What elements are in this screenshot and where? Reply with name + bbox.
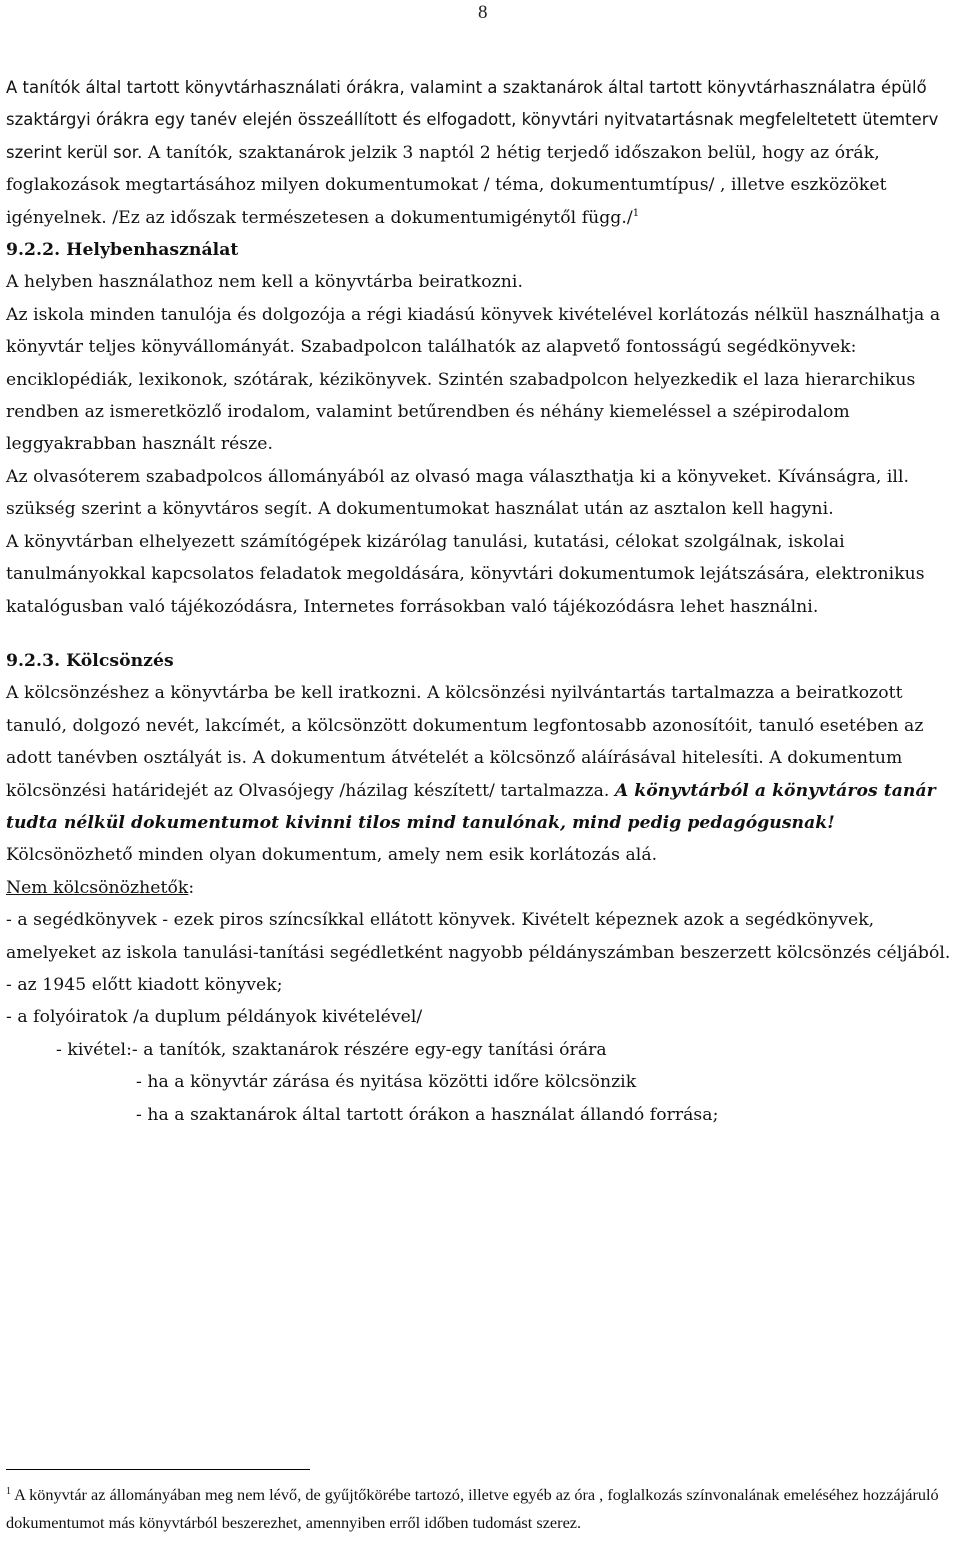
paragraph-kolcsonzes-1	[6, 677, 956, 839]
paragraph-helyben-3: Az olvasóterem szabadpolcos állományából az olvasó maga választhatja ki a könyveket. Kívánságra, ill. szükség szerint a könyvtáros segít. A dokumentumokat használat után az asztalon kell hagyni.	[6, 466, 910, 520]
paragraph-helyben-4: A könyvtárban elhelyezett számítógépek kizárólag tanulási, kutatási, célokat szolgálnak, iskolai tanulmányokkal kapcsolatos feladatok megoldására, könyvtári dokumentumok lejátszására, elektronikus katalógusban való tájékozódásra, Internetes forrásokban való tájékozódásra lehet használni.	[6, 531, 925, 617]
list-item-pre-1945-books: - az 1945 előtt kiadott könyvek;	[6, 974, 283, 995]
kolcsonzes-plain-text: A kölcsönzéshez a könyvtárba be kell iratkozni. A kölcsönzési nyilvántartás tartalmazza a beiratkozott tanuló, dolgozó nevét, lakcímét, a kölcsönzött dokumentum legfontosabb azonosítóit, tanuló esetében az adott tanévben osztályát is. A dokumentum átvételét a kölcsönző aláírásával hitelesíti. A dokumentum kölcsönzési határidejét az Olvasójegy /házilag készített/ tartalmazza.	[6, 683, 924, 801]
sublist-item-exception: - kivétel:- a tanítók, szaktanárok részére egy-egy tanítási órára	[56, 1039, 607, 1060]
not-lendable-label: Nem kölcsönözhetők	[6, 877, 189, 898]
not-lendable-colon: :	[188, 877, 195, 898]
footnote-separator	[6, 1469, 310, 1470]
section-heading-kolcsonzes: 9.2.3. Kölcsönzés	[6, 650, 174, 671]
page-number: 8	[478, 2, 488, 23]
not-lendable-heading	[6, 872, 956, 904]
list-item-reference-books: - a segédkönyvek - ezek piros színcsíkkal ellátott könyvek. Kivételt képeznek azok a segédkönyvek, amelyeket az iskola tanulási-tanítási segédletként nagyobb példányszámban beszerzett kölcsönzés céljából.	[6, 910, 951, 963]
footnote-reference[interactable]: 1	[632, 207, 640, 219]
paragraph-helyben-2: Az iskola minden tanulója és dolgozója a régi kiadású könyvek kivételével korlátozás nélkül használhatja a könyvtár teljes könyvállományát. Szabadpolcon találhatók az alapvető fontosságú segédkönyvek: enciklopédiák, lexikonok, szótárak, kézikönyvek. Szintén szabadpolcon helyezkedik el laza hierarchikus rendben az ismeretközlő irodalom, valamint betűrendben és néhány kiemeléssel a szépirodalom leggyakrabban használt része.	[6, 304, 941, 455]
paragraph-kolcsonzes-2: Kölcsönözhető minden olyan dokumentum, amely nem esik korlátozás alá.	[6, 845, 658, 866]
intro-sans-lead: A tanítók által tartott könyvtárhasználati órákra, valamint a szaktanárok által tartott könyvtárhasználatra épülő szaktárgyi órákra egy tanév elején összeállított és elfogadott, könyvtári nyitvatartásnak megfeleltetett ütemterv szerint kerül sor.	[6, 78, 939, 162]
document-body	[6, 72, 956, 1131]
sublist-item-closing-period: - ha a könyvtár zárása és nyitása közötti időre kölcsönzik	[136, 1072, 637, 1093]
intro-serif-rest: A tanítók, szaktanárok jelzik 3 naptól 2 hétig terjedő időszakon belül, hogy az órák, foglakozások megtartásához milyen dokumentumokat / téma, dokumentumtípus/ , illetve eszközöket igényelnek. /Ez az időszak természetesen a dokumentumigénytől függ./	[6, 142, 887, 228]
paragraph-helyben-1: A helyben használathoz nem kell a könyvtárba beiratkozni.	[6, 272, 523, 293]
list-item-periodicals: - a folyóiratok /a duplum példányok kivételével/	[6, 1007, 423, 1028]
footnote-text: A könyvtár az állományában meg nem lévő, de gyűjtőkörébe tartozó, illetve egyéb az óra , foglalkozás színvonalának emeléséhez hozzájáruló dokumentumot más könyvtárból beszerezhet, amennyiben erről időben tudomást szerez.	[6, 1485, 939, 1532]
section-spacer	[6, 623, 956, 645]
footnote-number: 1	[6, 1486, 11, 1497]
intro-paragraph	[6, 72, 956, 234]
sublist-item-permanent-source: - ha a szaktanárok által tartott órákon a használat állandó forrása;	[136, 1104, 719, 1125]
footnote	[6, 1481, 950, 1536]
section-heading-helybenhasznalat: 9.2.2. Helybenhasználat	[6, 240, 239, 261]
kolcsonzes-emphasis-text: A könyvtárból a könyvtáros tanár tudta nélkül dokumentumot kivinni tilos mind tanulónak, mind pedig pedagógusnak!	[6, 780, 936, 833]
